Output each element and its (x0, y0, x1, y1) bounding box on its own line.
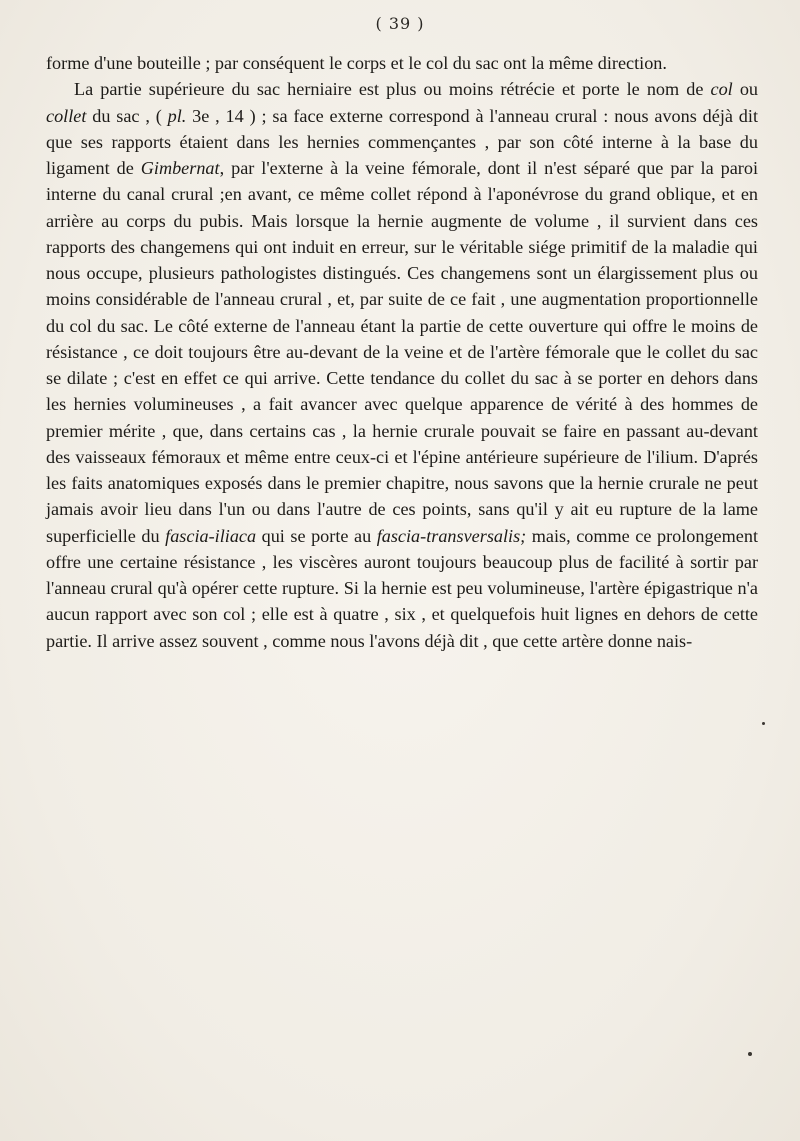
text-run: du sac , ( (86, 105, 168, 126)
italic-term-col: col (710, 79, 733, 100)
italic-name-gimbernat: Gimbernat (140, 158, 220, 178)
text-run: La partie supérieure du sac herniaire est plus ou moins rétrécie et porte le nom de (74, 79, 711, 100)
paragraph-2 (46, 76, 758, 654)
italic-term-collet: collet (46, 105, 87, 126)
ink-speck (748, 1052, 752, 1056)
paragraph-1: forme d'une bouteille ; par conséquent le corps et le col du sac ont la même direction. (46, 53, 667, 73)
text-run: , par l'externe à la veine fémorale, dont il n'est séparé que par la paroi interne du canal crural ;en avant, ce même collet répond à l'aponévrose du grand oblique, et en arrière au corps du pubis. Mais lorsque la hernie augmente de volume , il survient dans ces rapports des changemens qui ont induit en erreur, sur le véritable siége primitif de la maladie qui nous occupe, plusieurs pathologistes distingués. Ces changemens sont un élargissement plus ou moins considérable de l'anneau crural , et, par suite de ce fait , une augmentation proportionnelle du col du sac. Le côté externe de l'anneau étant la partie de cette ouverture qui offre le moins de résistance , ce doit toujours être au-devant de la veine et de l'artère fémorale que le collet du sac se dilate ; c'est en effet ce qui arrive. Cette tendance du collet du sac à se porter en dehors dans les hernies volumineuses , a fait avancer avec quelque apparence de vérité à des hommes de premier mérite , que, dans certains cas , la hernie crurale pouvait se faire en passant au-devant des vaisseaux fémoraux et même entre ceux-ci et l'épine antérieure supérieure de l'ilium. D'aprés les faits anatomiques exposés dans le premier chapitre, nous savons que la hernie crurale ne peut jamais avoir lieu dans l'un ou dans l'autre de ces points, sans qu'il y ait eu rupture de la lame superficielle du (46, 158, 759, 546)
italic-term-fascia-transversalis: fascia-transversalis; (376, 525, 527, 546)
body-text (46, 50, 758, 654)
italic-term-fascia-iliaca: fascia-iliaca (165, 525, 257, 546)
text-run: ou (732, 79, 759, 100)
italic-plate-ref: pl. (167, 105, 187, 126)
text-run: qui se porte au (256, 525, 377, 546)
ink-speck (762, 722, 765, 725)
text-run: 3e , 14 ) ; sa face externe correspond à l'anneau crural : nous avons déjà dit que ses rapports étaient dans les hernies commençantes , par son côté interne à la base du ligament de (46, 105, 758, 178)
text-run: mais, comme ce prolongement offre une certaine résistance , les viscères auront toujours beaucoup plus de facilité à sortir par l'anneau crural qu'à opérer cette rupture. Si la hernie est peu volumineuse, l'artère épigastrique n'a aucun rapport avec son col ; elle est à quatre , six , et quelquefois huit lignes en dehors de cette partie. Il arrive assez souvent , comme nous l'avons déjà dit , que cette artère donne nais- (46, 525, 758, 651)
page-number: ( 39 ) (375, 14, 425, 33)
